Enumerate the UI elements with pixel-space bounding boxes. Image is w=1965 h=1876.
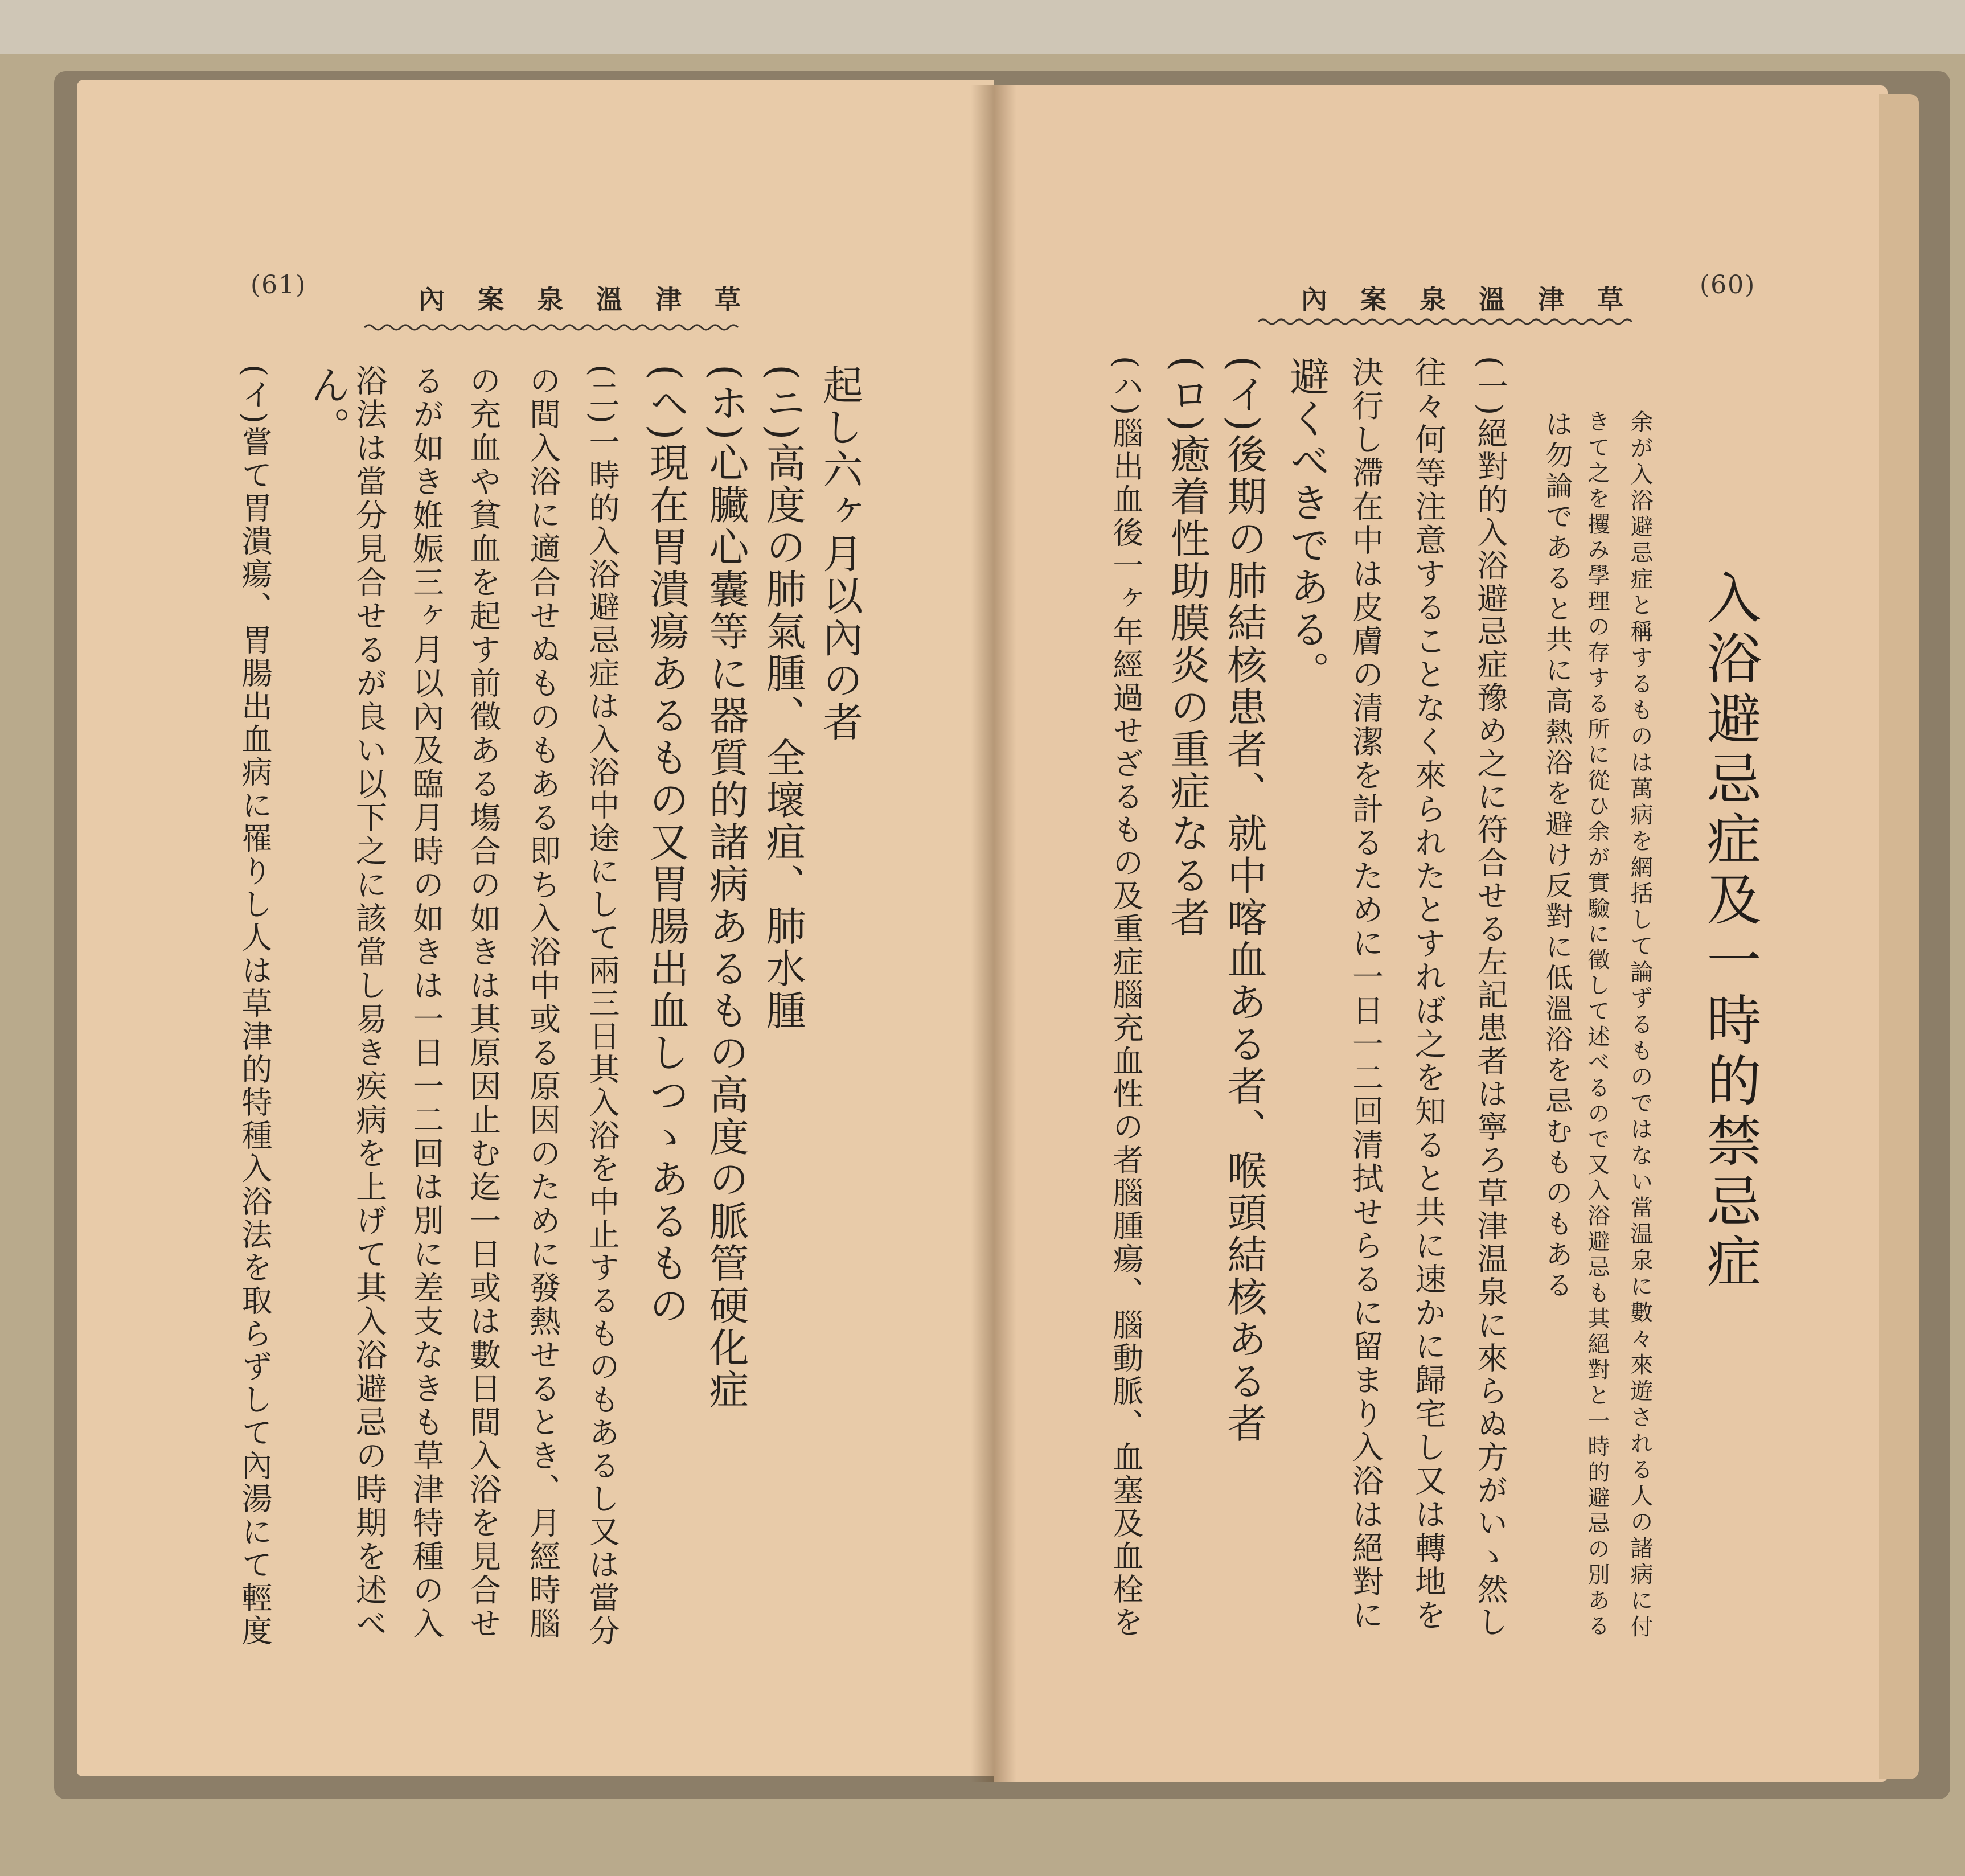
body-line-l9: 浴法は當分見合せるが良い以下之に該當し易き疾病を上げて其入浴避忌の時期を述べ	[351, 364, 387, 1641]
page-number-left: (61)	[251, 270, 307, 299]
body-line-l3: (ホ)心臟心囊等に器質的諸病あるもの高度の脈管硬化症	[703, 364, 749, 1411]
body-line-l1: 起し六ヶ月以內の者	[817, 364, 863, 744]
body-line-r1: (一)絕對的入浴避忌症豫め之に符合せる左記患者は寧ろ草津温泉に來らぬ方がいゝ然し	[1472, 356, 1508, 1640]
body-line-l10: ん。	[304, 364, 351, 449]
body-line-l8: るが如き姙娠三ヶ月以內及臨月時の如きは一日一二回は別に差支なきも草津特種の入	[408, 364, 444, 1641]
body-line-l2: (ニ)高度の肺氣腫、全壞疽、肺水腫	[760, 364, 806, 1032]
body-line-r5: (イ)後期の肺結核患者、就中喀血ある者、喉頭結核ある者	[1221, 356, 1267, 1445]
body-line-l11: (イ)嘗て胃潰瘍、胃腸出血病に罹りし人は草津的特種入浴法を取らずして內湯にて輕度	[237, 364, 273, 1648]
body-line-l6: の間入浴に適合せぬものもある即ち入浴中或る原因のために發熱せるとき、月經時腦	[524, 364, 561, 1641]
running-title-right: 內案泉溫津草	[1301, 284, 1656, 315]
book-gutter	[971, 85, 1016, 1782]
running-title-left: 內案泉溫津草	[419, 284, 774, 315]
body-line-r3: 決行し滯在中は皮膚の清潔を計るために一日一二回清拭せらるに留まり入浴は絕對に	[1347, 356, 1384, 1632]
page-edges	[1879, 94, 1919, 1779]
body-line-r6: (ロ)癒着性助膜炎の重症なる者	[1164, 356, 1211, 939]
body-line-r7: (ハ)腦出血後一ヶ年經過せざるもの及重症腦充血性の者腦腫瘍、腦動脈、血塞及血栓を	[1108, 356, 1144, 1640]
body-line-l5: (二)一時的入浴避忌症は入浴中途にして兩三日其入浴を中止するものもあるし又は當分	[584, 364, 620, 1648]
intro-line-2: きて之を攫み學理の存する所に從ひ余が實驗に徵して述べるので又入浴避忌も其絕對と一時的避忌の別ある	[1584, 410, 1610, 1640]
body-line-l7: の充血や貧血を起す前徵ある塲合の如きは其原因止む迄一日或は數日間入浴を見合せ	[465, 364, 501, 1641]
header-rule-left	[364, 322, 740, 333]
body-line-r4: 避くべきである。	[1283, 356, 1330, 693]
body-line-r2: 往々何等注意することなく來られたとすれば之を知ると共に速かに歸宅し又は轉地を	[1410, 356, 1446, 1632]
chapter-heading: 入浴避忌症及一時的禁忌症	[1698, 569, 1762, 1294]
page-number-right: (60)	[1700, 270, 1756, 299]
header-rule-right	[1258, 316, 1634, 327]
intro-line-3: は勿論であると共に高熱浴を避け反對に低溫浴を忌むものもある	[1541, 410, 1573, 1302]
body-line-l4: (ヘ)現在胃潰瘍あるもの又胃腸出血しつゝあるもの	[643, 364, 690, 1327]
intro-line-1: 余が入浴避忌症と稱するものは萬病を網括して論ずるものではない當温泉に數々來遊される人の諸病に付	[1627, 410, 1653, 1641]
